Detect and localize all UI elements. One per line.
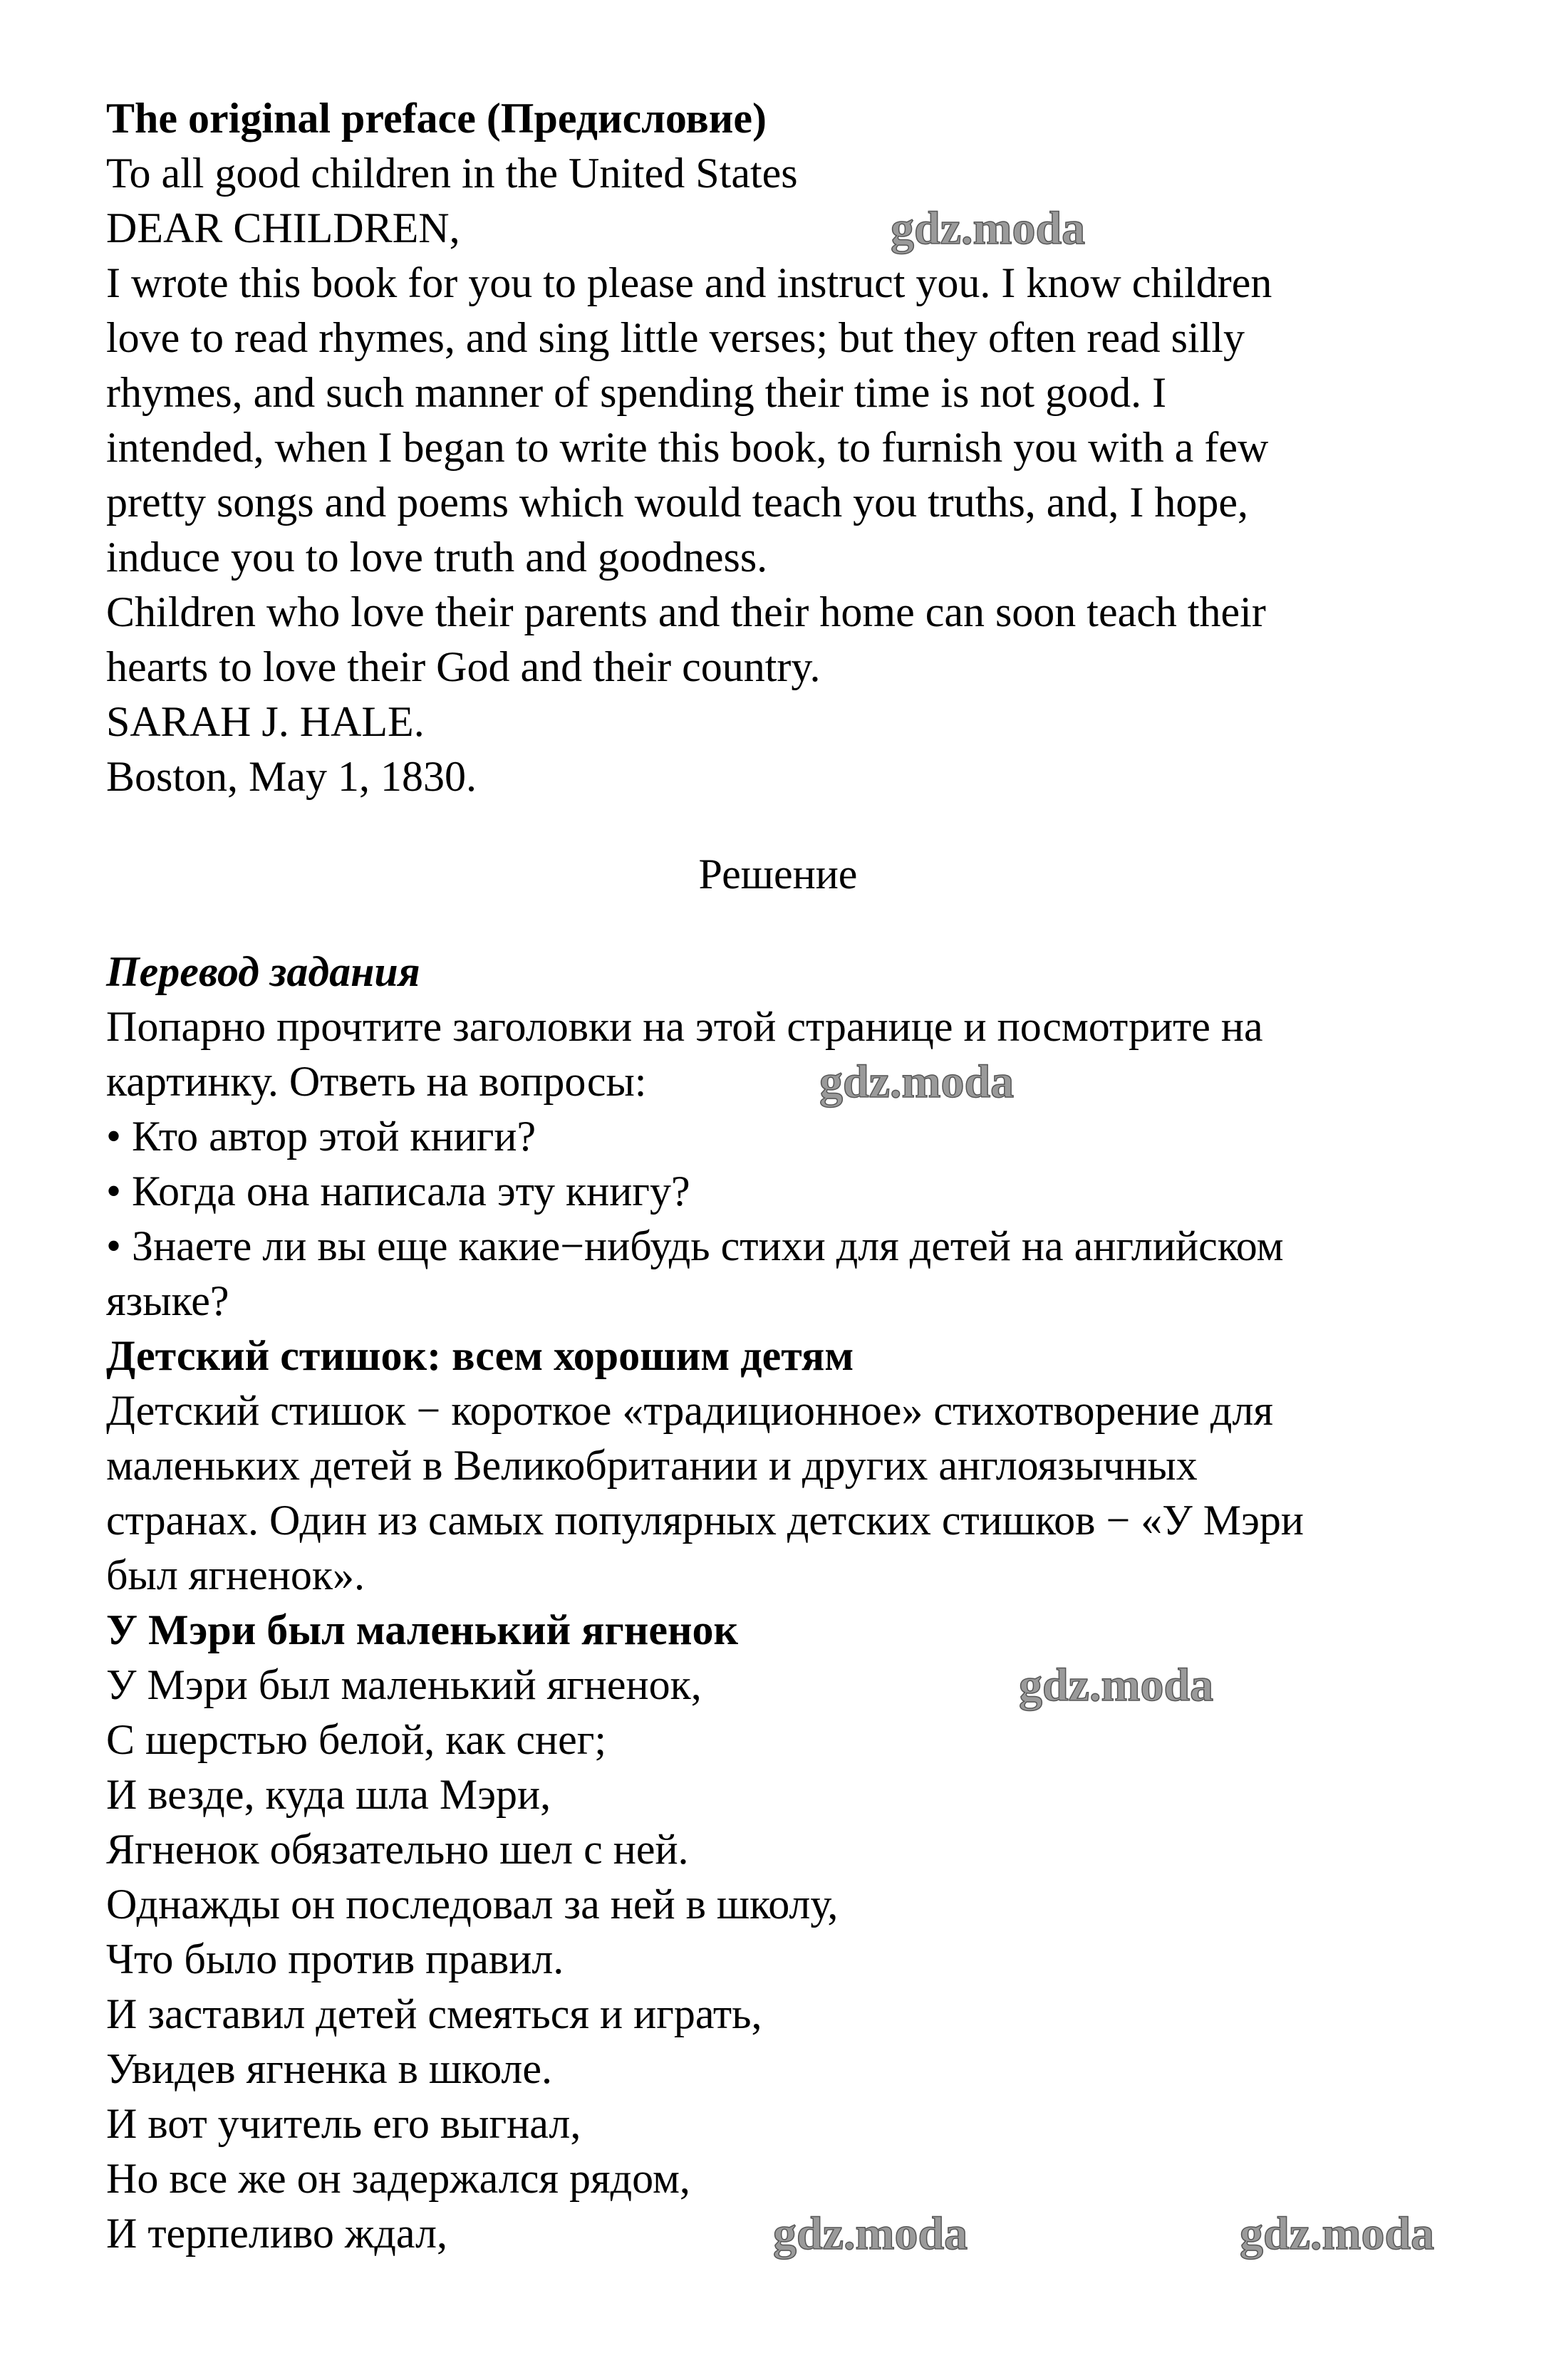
watermark: gdz.moda	[773, 2208, 968, 2260]
poem-line: Ягненок обязательно шел с ней.	[106, 1826, 689, 1873]
rhyme-line: был ягненок».	[106, 1552, 365, 1599]
preface-title: The original preface (Предисловие)	[106, 95, 767, 142]
watermark: gdz.moda	[819, 1056, 1015, 1108]
preface-line: rhymes, and such manner of spending their time is not good. I	[106, 369, 1167, 416]
preface-line: induce you to love truth and goodness.	[106, 534, 768, 581]
preface-line: hearts to love their God and their country.	[106, 643, 821, 690]
preface-line: love to read rhymes, and sing little verses; but they often read silly	[106, 314, 1245, 361]
poem-line: Увидев ягненка в школе.	[106, 2045, 552, 2092]
rhyme-line: маленьких детей в Великобритании и других англоязычных	[106, 1442, 1198, 1489]
poem-line: Что было против правил.	[106, 1935, 564, 1983]
rhyme-heading: Детский стишок: всем хорошим детям	[106, 1332, 854, 1379]
question-item: • Когда она написала эту книгу?	[106, 1168, 690, 1215]
preface-date: Boston, May 1, 1830.	[106, 753, 477, 800]
document-page	[106, 91, 1503, 2261]
watermark: gdz.moda	[1240, 2208, 1435, 2260]
rhyme-line: странах. Один из самых популярных детских стишков − «У Мэри	[106, 1497, 1304, 1544]
poem-line: И везде, куда шла Мэри,	[106, 1771, 551, 1818]
translation-heading: Перевод задания	[106, 948, 420, 995]
translation-line: картинку. Ответь на вопросы:	[106, 1058, 647, 1105]
watermark: gdz.moda	[891, 202, 1086, 254]
preface-line: intended, when I began to write this book, to furnish you with a few	[106, 424, 1269, 471]
preface-signature: SARAH J. HALE.	[106, 698, 425, 745]
poem-line: Но все же он задержался рядом,	[106, 2155, 690, 2202]
preface-line: I wrote this book for you to please and instruct you. I know children	[106, 259, 1272, 306]
translation-line: Попарно прочтите заголовки на этой странице и посмотрите на	[106, 1003, 1263, 1050]
preface-line: pretty songs and poems which would teach you truths, and, I hope,	[106, 479, 1249, 526]
poem-line: С шерстью белой, как снег;	[106, 1716, 606, 1763]
preface-line: DEAR CHILDREN,	[106, 204, 460, 251]
preface-line: Children who love their parents and their home can soon teach their	[106, 588, 1266, 635]
poem-line: У Мэри был маленький ягненок,	[106, 1661, 702, 1708]
rhyme-line: Детский стишок − короткое «традиционное» стихотворение для	[106, 1387, 1273, 1434]
poem-line: И заставил детей смеяться и играть,	[106, 1990, 762, 2037]
poem-line: Однажды он последовал за ней в школу,	[106, 1881, 839, 1928]
translation-line: языке?	[106, 1277, 229, 1324]
poem-line: И терпеливо ждал,	[106, 2210, 447, 2257]
preface-body	[106, 146, 1503, 804]
solution-label: Решение	[698, 851, 858, 898]
watermark: gdz.moda	[1019, 1659, 1214, 1711]
poem-line: И вот учитель его выгнал,	[106, 2100, 581, 2147]
poem-heading: У Мэри был маленький ягненок	[106, 1606, 739, 1653]
preface-line: To all good children in the United States	[106, 150, 798, 197]
question-item: • Знаете ли вы еще какие−нибудь стихи для детей на английском	[106, 1222, 1284, 1269]
question-item: • Кто автор этой книги?	[106, 1113, 536, 1160]
